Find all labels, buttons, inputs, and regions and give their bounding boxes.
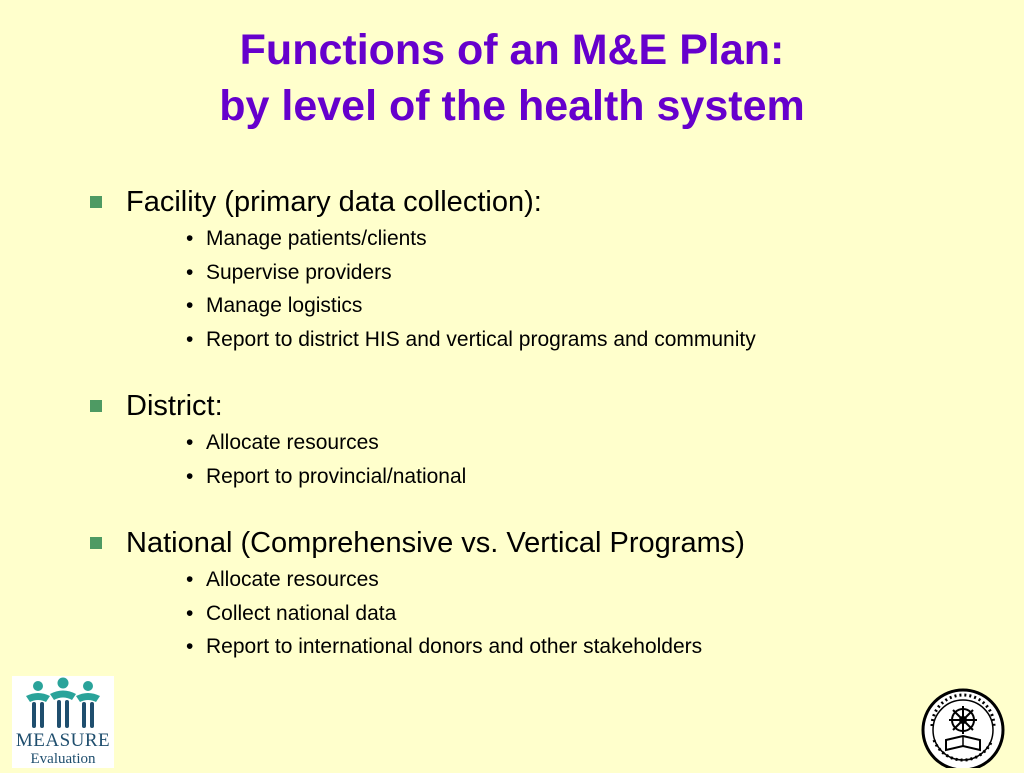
list-item-text: Manage patients/clients bbox=[206, 227, 427, 250]
section-heading-text: District: bbox=[126, 389, 223, 422]
university-seal-logo bbox=[918, 688, 1008, 768]
list-item-text: Supervise providers bbox=[206, 260, 392, 284]
bullet-sections bbox=[88, 182, 988, 694]
bullet-dot-icon: • bbox=[186, 464, 194, 488]
bullet-dot-icon: • bbox=[186, 568, 194, 591]
list-item bbox=[186, 597, 988, 631]
people-figures-icon bbox=[12, 676, 114, 732]
measure-word: MEASURE bbox=[15, 730, 111, 751]
square-bullet-icon bbox=[90, 400, 102, 412]
section-heading bbox=[88, 386, 988, 426]
sub-bullet-list bbox=[88, 563, 988, 664]
list-item-text: Allocate resources bbox=[206, 431, 379, 454]
list-item-text: Report to international donors and other stakeholders bbox=[206, 635, 703, 658]
bullet-dot-icon: • bbox=[186, 635, 194, 658]
section-district bbox=[88, 386, 988, 493]
bullet-dot-icon: • bbox=[186, 227, 194, 250]
slide-title-line-1: Functions of an M&E Plan: bbox=[239, 26, 785, 74]
slide-title bbox=[0, 22, 1024, 134]
sub-bullet-list bbox=[88, 426, 988, 493]
bullet-dot-icon: • bbox=[186, 327, 194, 351]
list-item-text: Allocate resources bbox=[206, 568, 379, 591]
section-heading-text: Facility (primary data collection): bbox=[126, 185, 542, 218]
list-item bbox=[186, 323, 988, 357]
sub-bullet-list bbox=[88, 222, 988, 356]
list-item bbox=[186, 460, 988, 494]
list-item bbox=[186, 563, 988, 597]
evaluation-word: Evaluation bbox=[30, 751, 96, 767]
square-bullet-icon bbox=[90, 196, 102, 208]
section-heading bbox=[88, 523, 988, 563]
bullet-dot-icon: • bbox=[186, 431, 194, 454]
list-item bbox=[186, 222, 988, 256]
list-item-text: Manage logistics bbox=[206, 294, 363, 317]
section-heading-text: National (Comprehensive vs. Vertical Programs) bbox=[126, 526, 745, 559]
list-item bbox=[186, 289, 988, 323]
section-national bbox=[88, 523, 988, 664]
list-item-text: Report to district HIS and vertical programs and community bbox=[206, 327, 756, 351]
section-heading bbox=[88, 182, 988, 222]
seal-icon bbox=[918, 688, 1008, 768]
bullet-dot-icon: • bbox=[186, 260, 194, 284]
list-item-text: Collect national data bbox=[206, 601, 397, 625]
measure-evaluation-logo bbox=[12, 676, 114, 768]
bullet-dot-icon: • bbox=[186, 294, 194, 317]
list-item-text: Report to provincial/national bbox=[206, 464, 467, 488]
bullet-dot-icon: • bbox=[186, 601, 194, 625]
list-item bbox=[186, 256, 988, 290]
section-facility bbox=[88, 182, 988, 356]
list-item bbox=[186, 426, 988, 460]
slide-title-line-2: by level of the health system bbox=[219, 82, 805, 130]
list-item bbox=[186, 630, 988, 664]
square-bullet-icon bbox=[90, 537, 102, 549]
